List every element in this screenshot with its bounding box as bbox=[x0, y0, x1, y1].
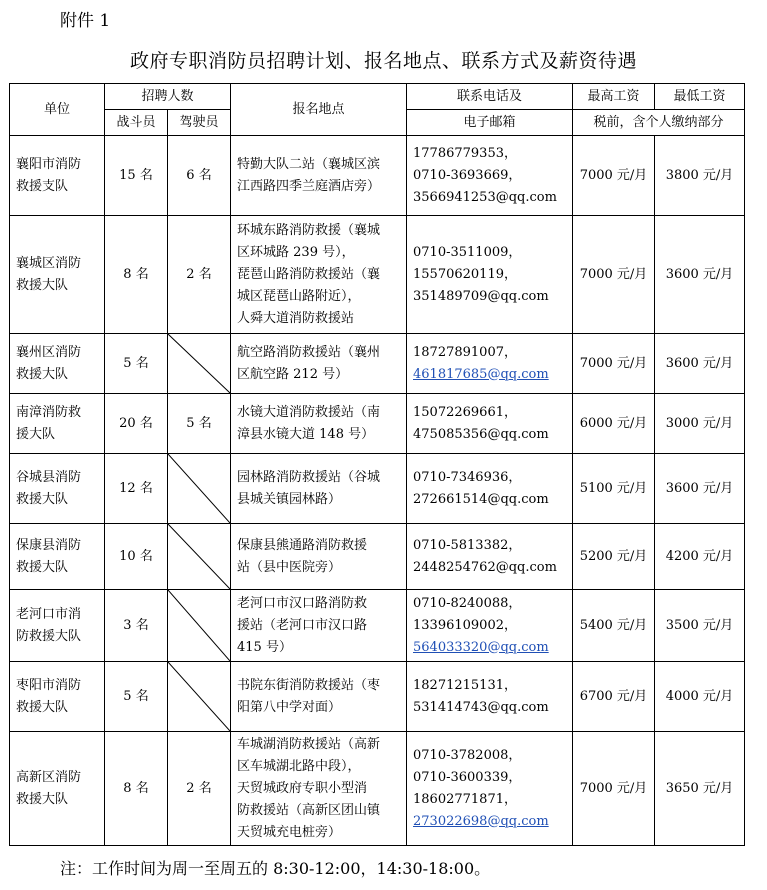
location-cell-line: 江西路四季兰庭酒店旁） bbox=[237, 178, 381, 194]
min-salary: 3500 元/月 bbox=[655, 590, 745, 662]
header-recruit-count: 招聘人数 bbox=[105, 84, 231, 110]
driver-count: 2 名 bbox=[168, 732, 231, 846]
header-location: 报名地点 bbox=[231, 84, 407, 136]
contact-cell bbox=[407, 524, 573, 590]
unit-cell bbox=[10, 590, 105, 662]
min-salary: 3600 元/月 bbox=[655, 334, 745, 394]
unit-cell-line: 救援大队 bbox=[16, 277, 69, 293]
unit-cell-line: 救援大队 bbox=[16, 559, 69, 575]
unit-cell-line: 防救援大队 bbox=[16, 628, 82, 644]
unit-cell-line: 谷城县消防 bbox=[16, 469, 82, 485]
contact-cell-line: 0710-3511009， bbox=[413, 244, 522, 260]
firefighter-count: 15 名 bbox=[105, 136, 168, 216]
min-salary: 3600 元/月 bbox=[655, 216, 745, 334]
min-salary: 3600 元/月 bbox=[655, 454, 745, 524]
attachment-label: 附件 1 bbox=[60, 11, 111, 31]
max-salary: 7000 元/月 bbox=[573, 216, 655, 334]
unit-cell-line: 南漳消防救 bbox=[16, 404, 82, 420]
firefighter-count: 5 名 bbox=[105, 334, 168, 394]
contact-cell-line: 0710-7346936， bbox=[413, 469, 522, 485]
contact-cell-line: 2448254762@qq.com bbox=[413, 559, 557, 575]
driver-count: 2 名 bbox=[168, 216, 231, 334]
table-row bbox=[10, 394, 745, 454]
driver-count: 6 名 bbox=[168, 136, 231, 216]
max-salary: 7000 元/月 bbox=[573, 334, 655, 394]
table-row bbox=[10, 136, 745, 216]
email-link[interactable]: 461817685@qq.com bbox=[413, 366, 549, 382]
unit-cell-line: 襄州区消防 bbox=[16, 344, 82, 360]
location-cell-line: 航空路消防救援站（襄州 bbox=[237, 344, 381, 360]
location-cell-line: 人舜大道消防救援站 bbox=[237, 310, 355, 326]
location-cell bbox=[231, 454, 407, 524]
firefighter-count: 8 名 bbox=[105, 216, 168, 334]
location-cell-line: 车城湖消防救援站（高新 bbox=[237, 736, 381, 752]
driver-count-empty bbox=[168, 454, 231, 524]
table-row bbox=[10, 524, 745, 590]
max-salary: 6700 元/月 bbox=[573, 662, 655, 732]
contact-cell bbox=[407, 662, 573, 732]
unit-cell-line: 救援大队 bbox=[16, 491, 69, 507]
header-min-salary: 最低工资 bbox=[655, 84, 745, 110]
location-cell-line: 区车城湖北路中段）， bbox=[237, 758, 361, 774]
location-cell-line: 保康县熊通路消防救援 bbox=[237, 537, 368, 553]
location-cell-line: 琵琶山路消防救援站（襄 bbox=[237, 266, 381, 282]
contact-cell bbox=[407, 334, 573, 394]
location-cell-line: 区航空路 212 号） bbox=[237, 366, 349, 382]
firefighter-count: 8 名 bbox=[105, 732, 168, 846]
unit-cell-line: 老河口市消 bbox=[16, 606, 82, 622]
diagonal-slash bbox=[168, 334, 230, 393]
location-cell-line: 天贸城充电桩旁） bbox=[237, 824, 342, 840]
contact-cell-line: 351489709@qq.com bbox=[413, 288, 549, 304]
location-cell bbox=[231, 590, 407, 662]
location-cell-line: 书院东街消防救援站（枣 bbox=[237, 677, 381, 693]
diagonal-slash bbox=[168, 454, 230, 523]
unit-cell-line: 救援大队 bbox=[16, 699, 69, 715]
max-salary: 5400 元/月 bbox=[573, 590, 655, 662]
header-max-salary: 最高工资 bbox=[573, 84, 655, 110]
location-cell-line: 漳县水镜大道 148 号） bbox=[237, 426, 375, 442]
email-link[interactable]: 273022698@qq.com bbox=[413, 813, 549, 829]
contact-cell bbox=[407, 394, 573, 454]
contact-cell bbox=[407, 590, 573, 662]
unit-cell bbox=[10, 662, 105, 732]
contact-cell-line: 15570620119， bbox=[413, 266, 517, 282]
unit-cell-line: 救援支队 bbox=[16, 178, 69, 194]
unit-cell bbox=[10, 524, 105, 590]
unit-cell-line: 高新区消防 bbox=[16, 769, 82, 785]
contact-cell bbox=[407, 732, 573, 846]
unit-cell bbox=[10, 454, 105, 524]
contact-cell bbox=[407, 216, 573, 334]
recruitment-table bbox=[9, 83, 745, 846]
email-link[interactable]: 564033320@qq.com bbox=[413, 639, 549, 655]
firefighter-count: 10 名 bbox=[105, 524, 168, 590]
location-cell-line: 老河口市汉口路消防救 bbox=[237, 595, 368, 611]
table-row bbox=[10, 590, 745, 662]
contact-cell-line: 0710-3782008， bbox=[413, 747, 522, 763]
unit-cell-line: 保康县消防 bbox=[16, 537, 82, 553]
unit-cell-line: 襄城区消防 bbox=[16, 255, 82, 271]
driver-count-empty bbox=[168, 524, 231, 590]
location-cell-line: 阳第八中学对面） bbox=[237, 699, 342, 715]
table-row bbox=[10, 662, 745, 732]
unit-cell-line: 救援大队 bbox=[16, 366, 69, 382]
contact-cell-line: 0710-3693669， bbox=[413, 167, 522, 183]
unit-cell bbox=[10, 216, 105, 334]
table-row bbox=[10, 216, 745, 334]
location-cell-line: 站（县中医院旁） bbox=[237, 559, 342, 575]
location-cell-line: 园林路消防救援站（谷城 bbox=[237, 469, 381, 485]
unit-cell-line: 枣阳市消防 bbox=[16, 677, 82, 693]
contact-cell-line: 272661514@qq.com bbox=[413, 491, 549, 507]
location-cell bbox=[231, 662, 407, 732]
location-cell-line: 天贸城政府专职小型消 bbox=[237, 780, 368, 796]
driver-count-empty bbox=[168, 662, 231, 732]
unit-cell bbox=[10, 732, 105, 846]
table-row bbox=[10, 732, 745, 846]
firefighter-count: 12 名 bbox=[105, 454, 168, 524]
unit-cell bbox=[10, 394, 105, 454]
header-contact-line1: 联系电话及 bbox=[407, 84, 573, 110]
contact-cell-line: 0710-3600339， bbox=[413, 769, 522, 785]
firefighter-count: 5 名 bbox=[105, 662, 168, 732]
location-cell bbox=[231, 136, 407, 216]
table-row bbox=[10, 454, 745, 524]
location-cell bbox=[231, 216, 407, 334]
location-cell-line: 水镜大道消防救援站（南 bbox=[237, 404, 381, 420]
contact-cell-line: 15072269661， bbox=[413, 404, 517, 420]
contact-cell-line: 3566941253@qq.com bbox=[413, 189, 557, 205]
min-salary: 3800 元/月 bbox=[655, 136, 745, 216]
header-unit: 单位 bbox=[10, 84, 105, 136]
unit-cell-line: 援大队 bbox=[16, 426, 56, 442]
max-salary: 7000 元/月 bbox=[573, 136, 655, 216]
contact-cell-line: 17786779353， bbox=[413, 145, 517, 161]
max-salary: 5100 元/月 bbox=[573, 454, 655, 524]
max-salary: 6000 元/月 bbox=[573, 394, 655, 454]
location-cell-line: 环城东路消防救援（襄城 bbox=[237, 222, 381, 238]
contact-cell-line: 18602771871， bbox=[413, 791, 517, 807]
location-cell-line: 防救援站（高新区团山镇 bbox=[237, 802, 381, 818]
header-driver: 驾驶员 bbox=[168, 110, 231, 136]
contact-cell-line: 18271215131， bbox=[413, 677, 517, 693]
unit-cell bbox=[10, 334, 105, 394]
location-cell bbox=[231, 394, 407, 454]
header-contact-line2: 电子邮箱 bbox=[407, 110, 573, 136]
max-salary: 7000 元/月 bbox=[573, 732, 655, 846]
header-salary-note: 税前，含个人缴纳部分 bbox=[573, 110, 745, 136]
location-cell-line: 415 号） bbox=[237, 639, 292, 655]
min-salary: 4000 元/月 bbox=[655, 662, 745, 732]
working-hours-note: 注：工作时间为周一至周五的 8:30-12:00，14:30-18:00。 bbox=[60, 859, 491, 878]
min-salary: 4200 元/月 bbox=[655, 524, 745, 590]
max-salary: 5200 元/月 bbox=[573, 524, 655, 590]
unit-cell-line: 襄阳市消防 bbox=[16, 156, 82, 172]
contact-cell bbox=[407, 136, 573, 216]
location-cell-line: 区环城路 239 号）， bbox=[237, 244, 355, 260]
location-cell-line: 特勤大队二站（襄城区滨 bbox=[237, 156, 381, 172]
driver-count-empty bbox=[168, 334, 231, 394]
min-salary: 3650 元/月 bbox=[655, 732, 745, 846]
firefighter-count: 20 名 bbox=[105, 394, 168, 454]
firefighter-count: 3 名 bbox=[105, 590, 168, 662]
contact-cell-line: 0710-5813382， bbox=[413, 537, 522, 553]
location-cell-line: 县城关镇园林路） bbox=[237, 491, 342, 507]
contact-cell-line: 0710-8240088， bbox=[413, 595, 522, 611]
unit-cell-line: 救援大队 bbox=[16, 791, 69, 807]
driver-count-empty bbox=[168, 590, 231, 662]
location-cell-line: 援站（老河口市汉口路 bbox=[237, 617, 368, 633]
header-firefighter: 战斗员 bbox=[105, 110, 168, 136]
contact-cell-line: 13396109002， bbox=[413, 617, 517, 633]
diagonal-slash bbox=[168, 662, 230, 731]
location-cell bbox=[231, 524, 407, 590]
location-cell-line: 城区琵琶山路附近）， bbox=[237, 288, 361, 304]
document-title: 政府专职消防员招聘计划、报名地点、联系方式及薪资待遇 bbox=[129, 50, 637, 72]
diagonal-slash bbox=[168, 524, 230, 589]
contact-cell bbox=[407, 454, 573, 524]
contact-cell-line: 18727891007， bbox=[413, 344, 517, 360]
contact-cell-line: 531414743@qq.com bbox=[413, 699, 549, 715]
driver-count: 5 名 bbox=[168, 394, 231, 454]
location-cell bbox=[231, 334, 407, 394]
diagonal-slash bbox=[168, 590, 230, 661]
contact-cell-line: 475085356@qq.com bbox=[413, 426, 549, 442]
location-cell bbox=[231, 732, 407, 846]
table-row bbox=[10, 334, 745, 394]
table-body bbox=[10, 136, 745, 846]
min-salary: 3000 元/月 bbox=[655, 394, 745, 454]
unit-cell bbox=[10, 136, 105, 216]
